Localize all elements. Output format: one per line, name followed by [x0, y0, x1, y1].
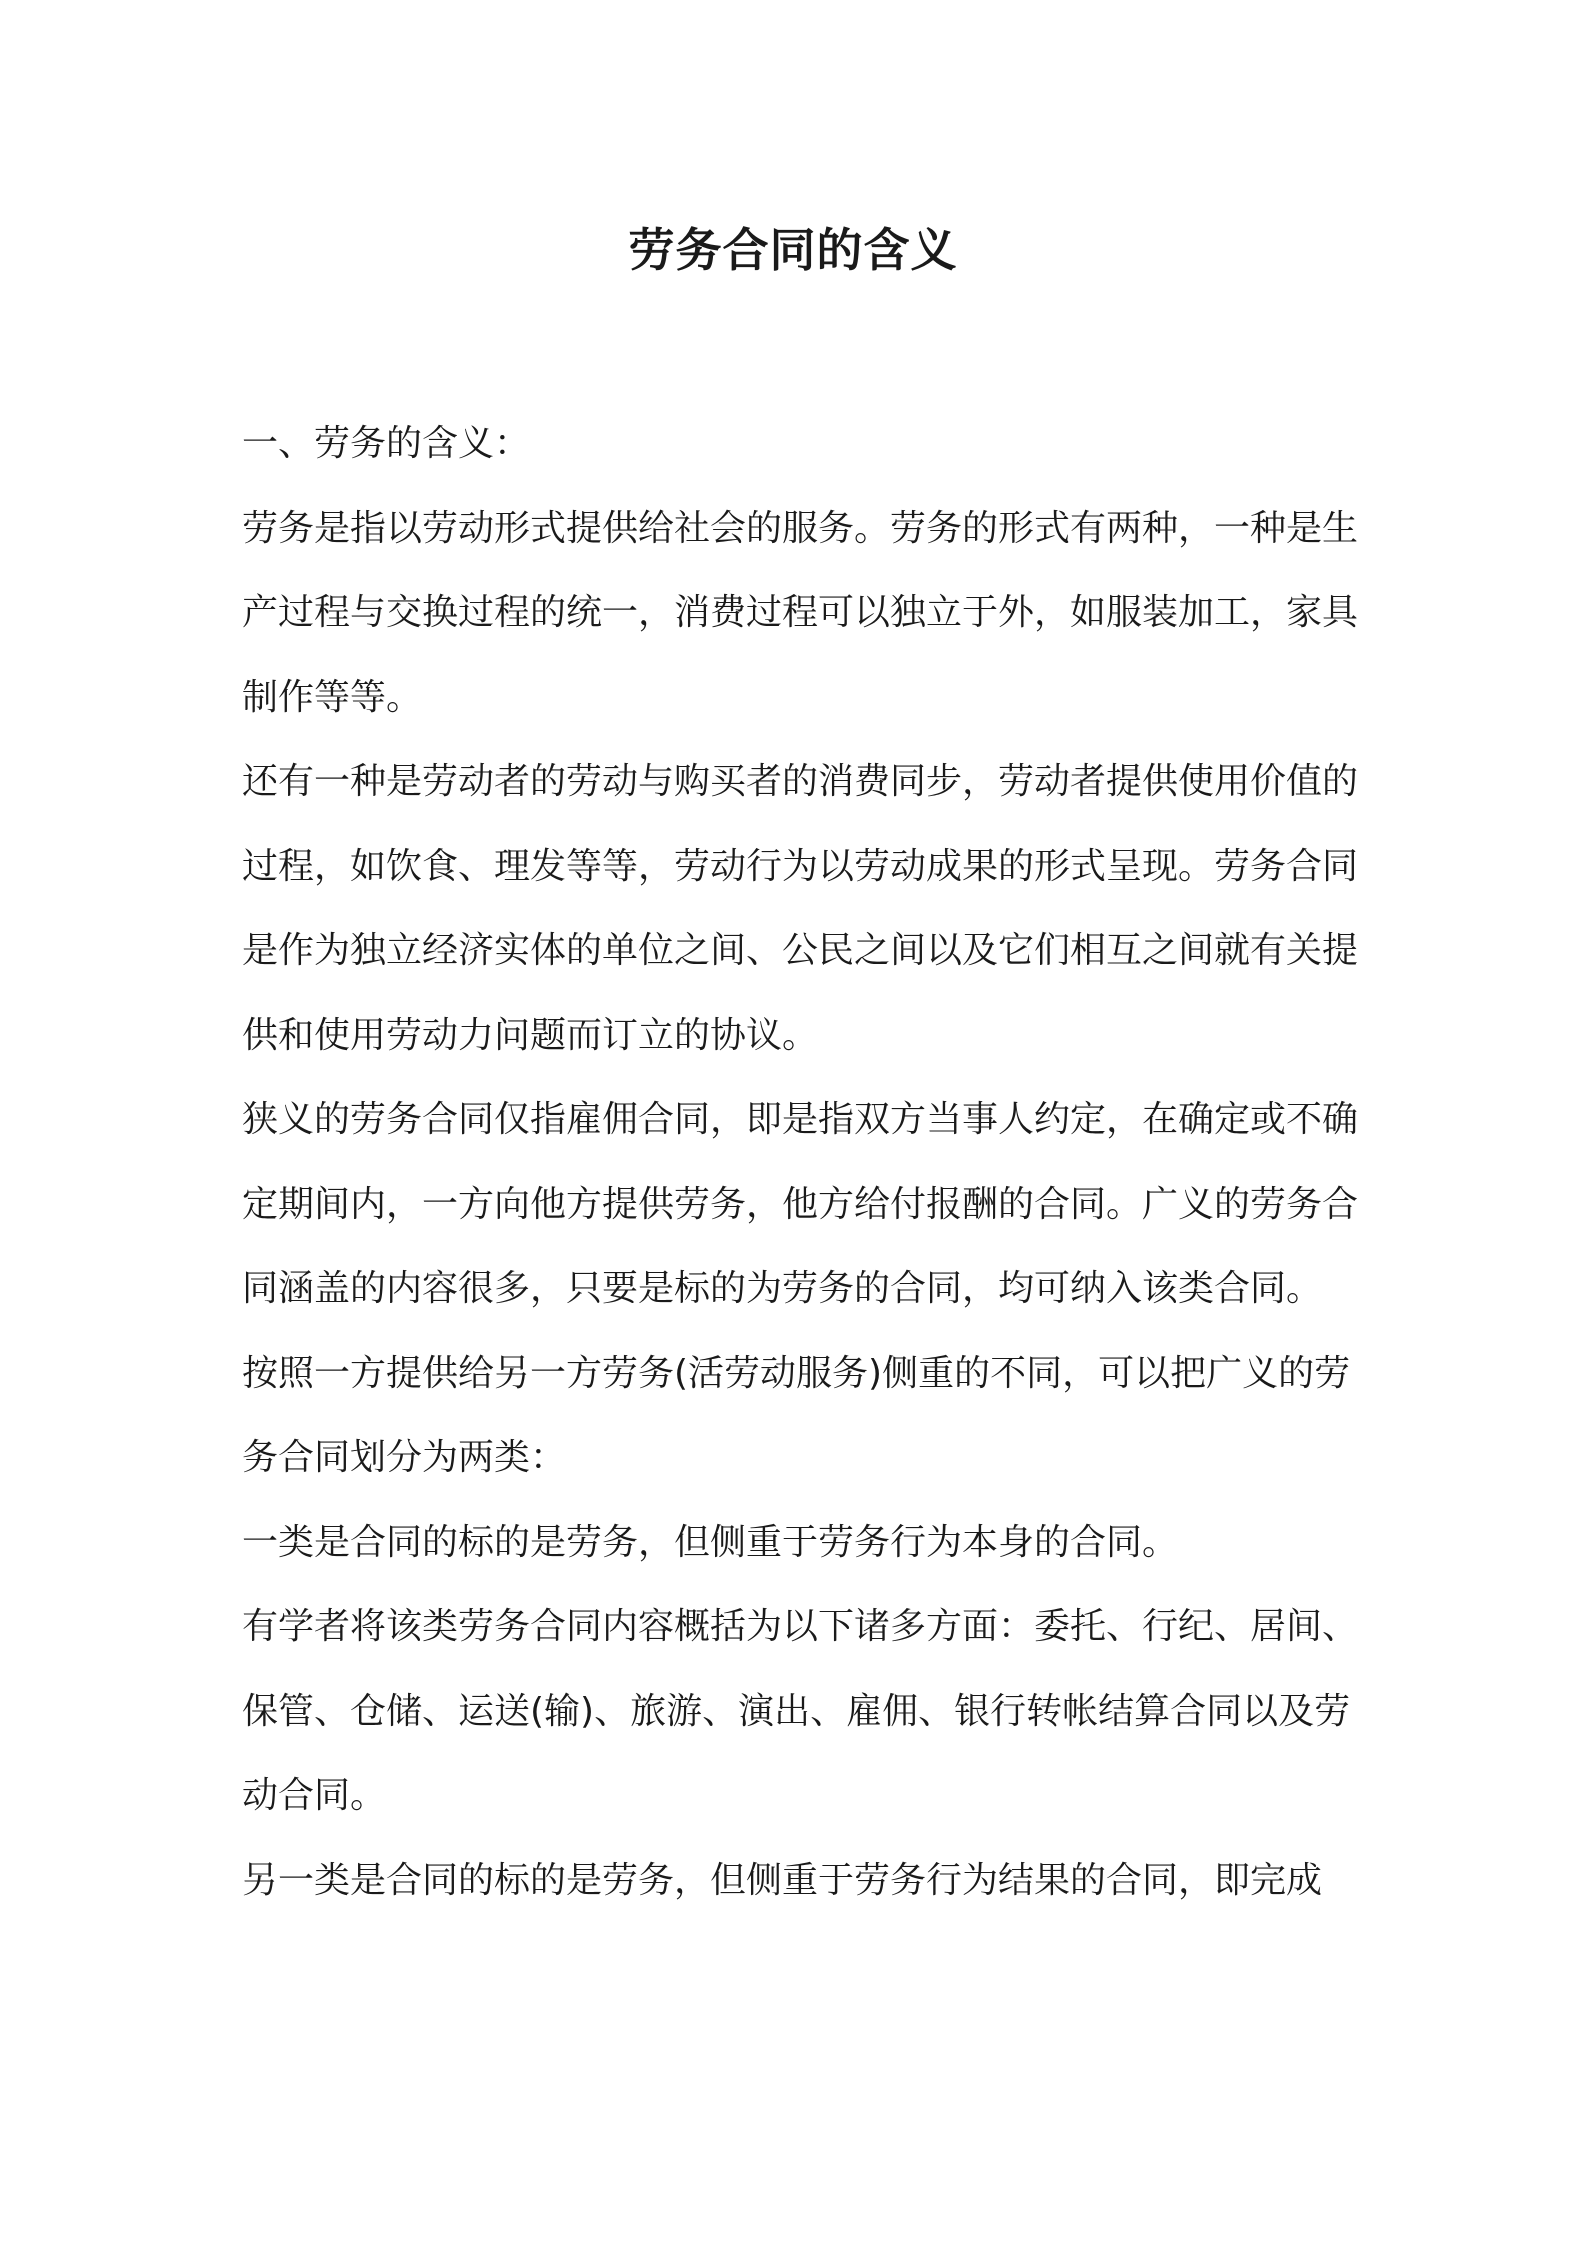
- document-body: [242, 402, 1362, 1923]
- paragraph-labor-definition: 劳务是指以劳动形式提供给社会的服务。劳务的形式有两种，一种是生产过程与交换过程的统一，消费过程可以独立于外，如服装加工，家具制作等等。: [242, 507, 1359, 718]
- paragraph-type-two: 另一类是合同的标的是劳务，但侧重于劳务行为结果的合同，即完成: [242, 1859, 1323, 1901]
- paragraph-type-one: 一类是合同的标的是劳务，但侧重于劳务行为本身的合同。: [242, 1521, 1179, 1563]
- paragraph-narrow-broad-contract: 狭义的劳务合同仅指雇佣合同，即是指双方当事人约定，在确定或不确定期间内，一方向他方提供劳务，他方给付报酬的合同。广义的劳务合同涵盖的内容很多，只要是标的为劳务的合同，均可纳入该类合同。: [242, 1099, 1359, 1309]
- document-title: 劳务合同的含义: [628, 223, 958, 277]
- section-heading: 一、劳务的含义：: [242, 423, 531, 464]
- paragraph-labor-consumption-sync: 还有一种是劳动者的劳动与购买者的消费同步，劳动者提供使用价值的过程，如饮食、理发等等，劳动行为以劳动成果的形式呈现。劳务合同是作为独立经济实体的单位之间、公民之间以及它们相互之间就有关提供和使用劳动力问题而订立的协议。: [242, 761, 1359, 1056]
- paragraph-scholar-summary: 有学者将该类劳务合同内容概括为以下诸多方面：委托、行纪、居间、保管、仓储、运送(输)、旅游、演出、雇佣、银行转帐结算合同以及劳动合同。: [242, 1606, 1359, 1816]
- paragraph-classification: 按照一方提供给另一方劳务(活劳动服务)侧重的不同，可以把广义的劳务合同划分为两类：: [242, 1352, 1351, 1478]
